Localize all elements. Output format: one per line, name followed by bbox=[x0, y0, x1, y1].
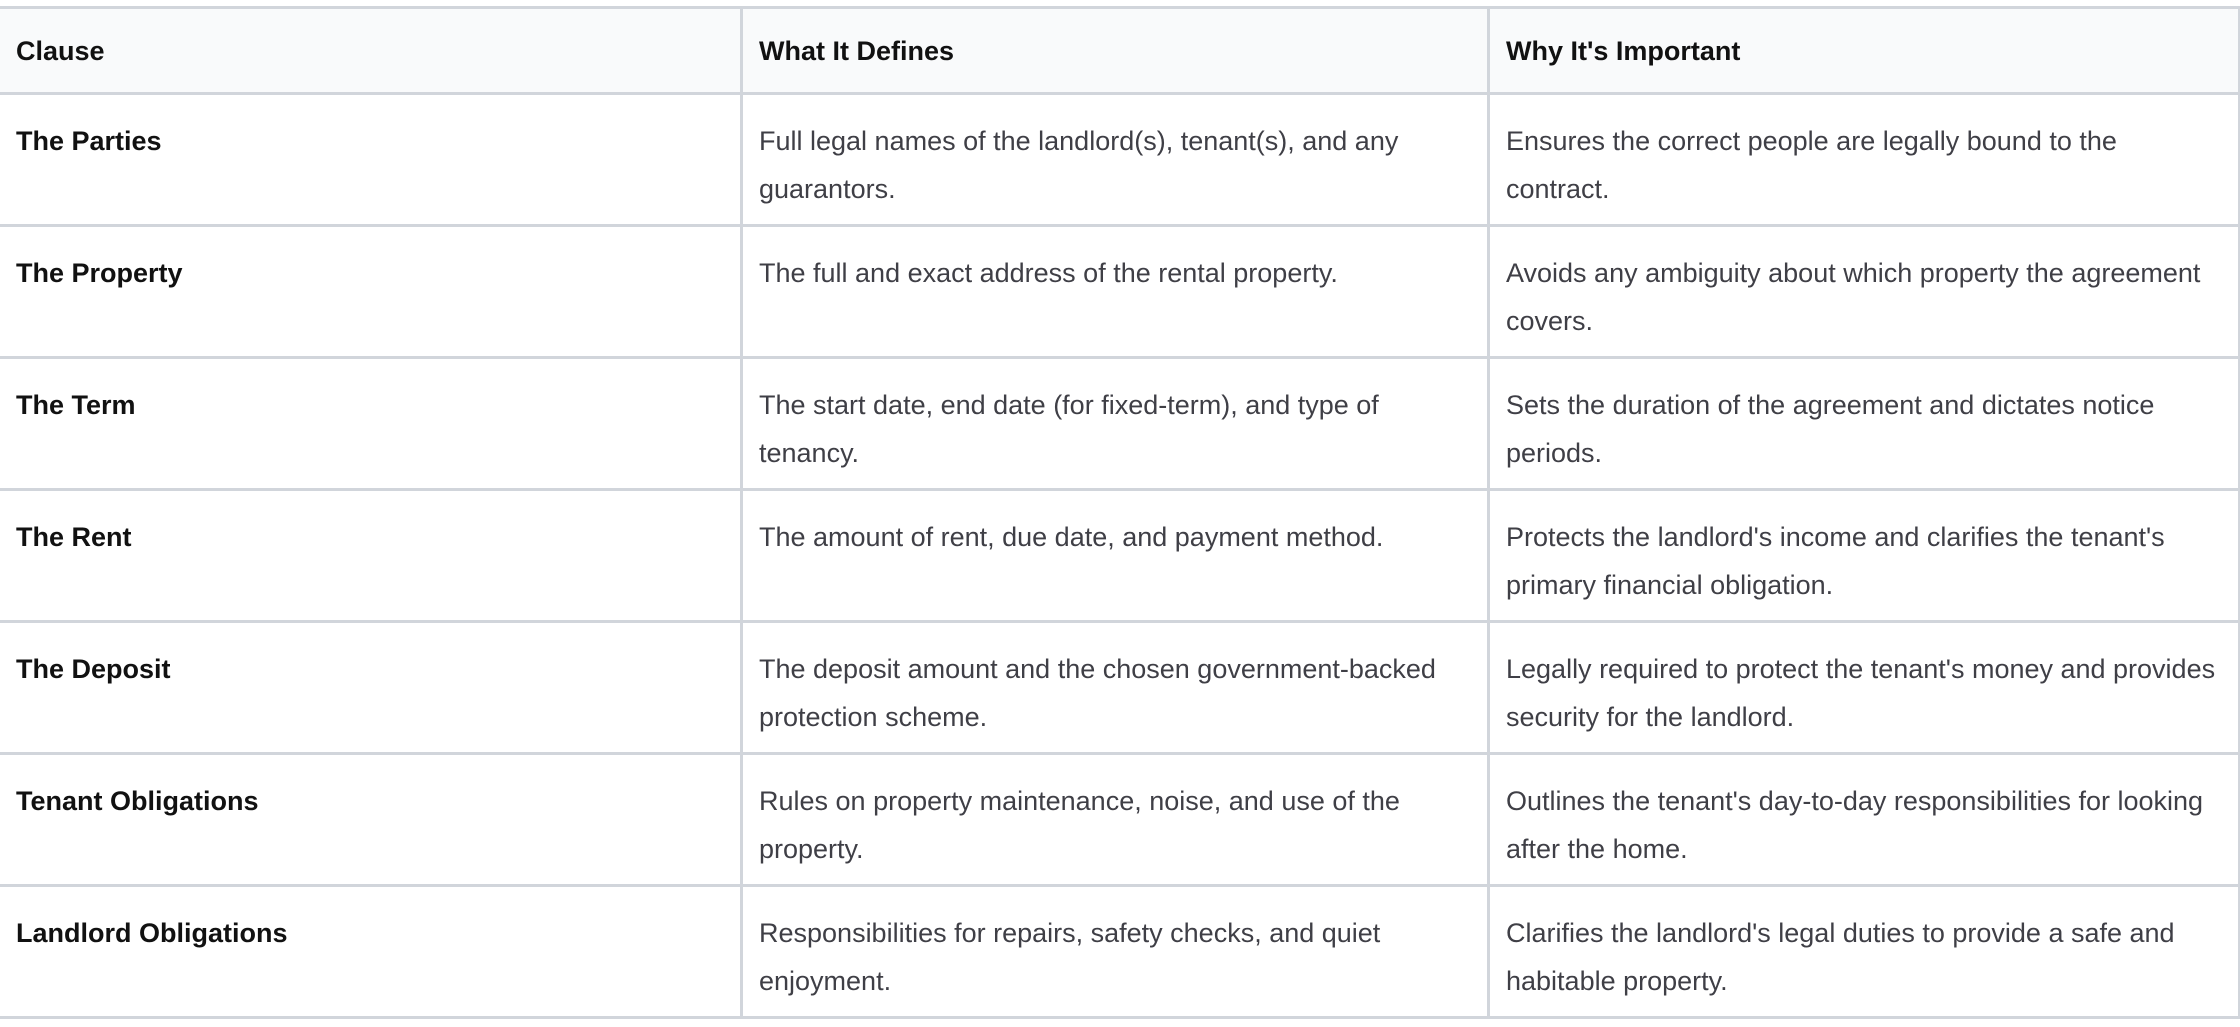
importance-cell: Ensures the correct people are legally bound to the contract. bbox=[1489, 94, 2240, 226]
importance-cell: Protects the landlord's income and clarifies the tenant's primary financial obligation. bbox=[1489, 490, 2240, 622]
defines-cell: The amount of rent, due date, and payment method. bbox=[742, 490, 1489, 622]
table-row bbox=[0, 754, 2240, 886]
table-row bbox=[0, 622, 2240, 754]
defines-cell: Responsibilities for repairs, safety checks, and quiet enjoyment. bbox=[742, 886, 1489, 1018]
header-row bbox=[0, 8, 2240, 94]
table-row bbox=[0, 886, 2240, 1018]
table-row bbox=[0, 94, 2240, 226]
defines-cell: Rules on property maintenance, noise, and use of the property. bbox=[742, 754, 1489, 886]
table-body bbox=[0, 94, 2240, 1018]
defines-cell: The deposit amount and the chosen government-backed protection scheme. bbox=[742, 622, 1489, 754]
defines-cell: The full and exact address of the rental property. bbox=[742, 226, 1489, 358]
importance-cell: Clarifies the landlord's legal duties to provide a safe and habitable property. bbox=[1489, 886, 2240, 1018]
header-what-it-defines: What It Defines bbox=[742, 8, 1489, 94]
clause-cell: The Parties bbox=[0, 94, 742, 226]
tenancy-clauses-table bbox=[0, 6, 2240, 1019]
table-row bbox=[0, 358, 2240, 490]
clause-cell: The Term bbox=[0, 358, 742, 490]
defines-cell: Full legal names of the landlord(s), tenant(s), and any guarantors. bbox=[742, 94, 1489, 226]
importance-cell: Legally required to protect the tenant's money and provides security for the landlord. bbox=[1489, 622, 2240, 754]
clause-cell: The Rent bbox=[0, 490, 742, 622]
importance-cell: Outlines the tenant's day-to-day responsibilities for looking after the home. bbox=[1489, 754, 2240, 886]
table-row bbox=[0, 226, 2240, 358]
header-clause: Clause bbox=[0, 8, 742, 94]
clause-cell: Landlord Obligations bbox=[0, 886, 742, 1018]
importance-cell: Avoids any ambiguity about which property the agreement covers. bbox=[1489, 226, 2240, 358]
table-header bbox=[0, 8, 2240, 94]
table-row bbox=[0, 490, 2240, 622]
importance-cell: Sets the duration of the agreement and dictates notice periods. bbox=[1489, 358, 2240, 490]
defines-cell: The start date, end date (for fixed-term), and type of tenancy. bbox=[742, 358, 1489, 490]
clause-cell: Tenant Obligations bbox=[0, 754, 742, 886]
clause-cell: The Deposit bbox=[0, 622, 742, 754]
header-why-important: Why It's Important bbox=[1489, 8, 2240, 94]
clause-cell: The Property bbox=[0, 226, 742, 358]
